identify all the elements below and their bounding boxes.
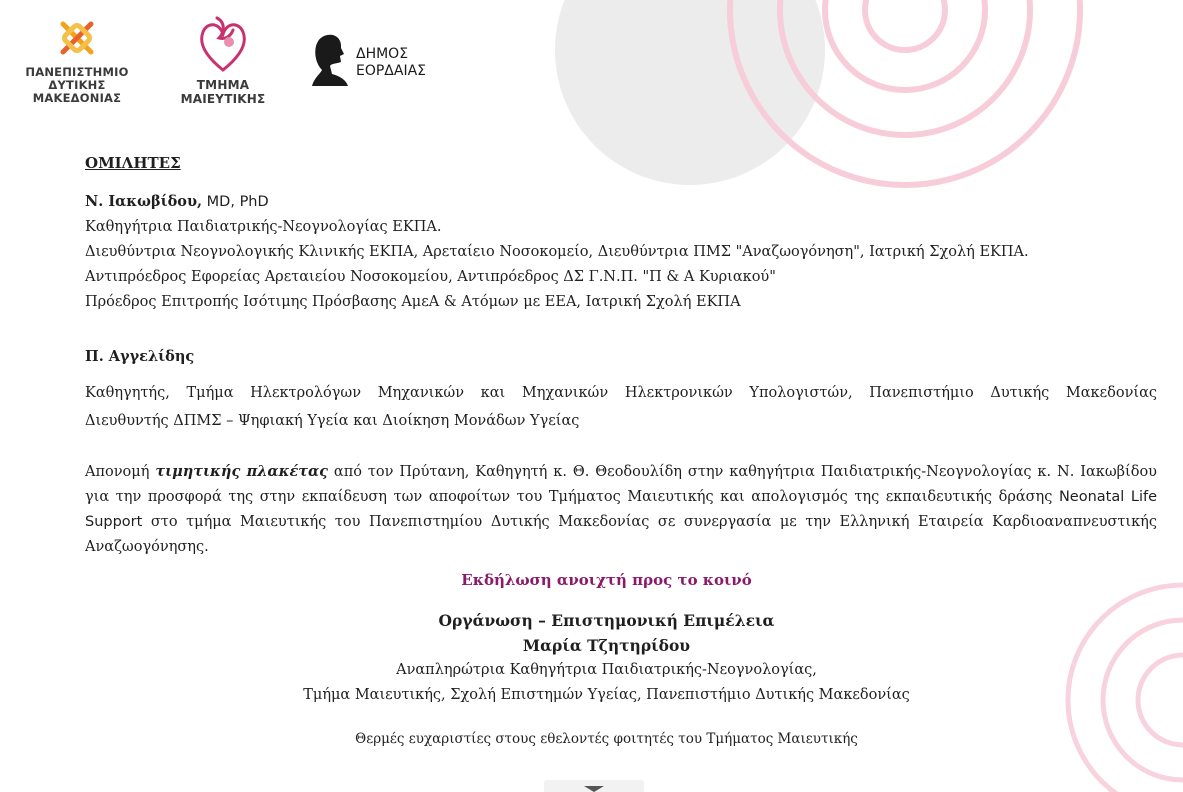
- university-logo-line-2: ΔΥΤΙΚΗΣ: [48, 78, 106, 92]
- municipality-logo-line-1: ΔΗΜΟΣ: [356, 46, 409, 62]
- midwifery-logo-line-2: ΜΑΙΕΥΤΙΚΗΣ: [180, 92, 266, 106]
- award-program-name: Neonatal Life Support: [85, 489, 1157, 530]
- chevron-down-icon: [584, 786, 604, 792]
- university-logo: [18, 14, 136, 105]
- speaker-2-block: [85, 344, 1157, 369]
- speaker-2-line: Διευθυντής ΔΠΜΣ – Ψηφιακή Υγεία και Διοίκηση Μονάδων Υγείας: [85, 413, 580, 429]
- organizer-name: Μαρία Τζητηρίδου: [522, 636, 691, 655]
- organization-title: Οργάνωση – Επιστημονική Επιμέλεια: [438, 611, 775, 630]
- municipality-logo-line-2: ΕΟΡΔΑΙΑΣ: [356, 63, 427, 79]
- university-logo-line-1: ΠΑΝΕΠΙΣΤΗΜΙΟ: [25, 65, 129, 79]
- speaker-2-details: [85, 381, 1157, 434]
- university-knot-icon: [53, 14, 101, 62]
- speaker-1-name: Ν. Ιακωβίδου,: [85, 193, 203, 210]
- speaker-1-line: Αντιπρόεδρος Εφορείας Αρεταιείου Νοσοκομείου, Αντιπρόεδρος ΔΣ Γ.Ν.Π. "Π & Α Κυριακού": [85, 269, 776, 285]
- page-scroll-tab[interactable]: [544, 780, 644, 792]
- award-paragraph: [85, 459, 1157, 560]
- speaker-1-line: Διευθύντρια Νεογνολογικής Κλινικής ΕΚΠΑ, Αρεταίειο Νοσοκομείο, Διευθύντρια ΠΜΣ "Αναζωογόνηση", Ιατρική Σχολή ΕΚΠΑ.: [85, 244, 1029, 260]
- gray-circle: [555, 0, 825, 185]
- speaker-2-line: Καθηγητής, Τμήμα Ηλεκτρολόγων Μηχανικών και Μηχανικών Ηλεκτρονικών Υπολογιστών, Πανεπιστήμιο Δυτικής Μακεδονίας: [85, 385, 1157, 401]
- university-logo-line-3: ΜΑΚΕΔΟΝΙΑΣ: [32, 91, 122, 105]
- open-event-note: Εκδήλωση ανοιχτή προς το κοινό: [461, 571, 752, 589]
- speaker-1-block: [85, 189, 1157, 315]
- top-ring-group: [730, 0, 1080, 185]
- award-emphasis: τιμητικής πλακέτας: [155, 463, 328, 480]
- bust-profile-icon: [308, 30, 352, 86]
- heart-mother-icon: [195, 12, 251, 74]
- speaker-2-name: Π. Αγγελίδης: [85, 348, 195, 365]
- speaker-1-header: [85, 189, 1157, 215]
- award-text: από τον Πρύτανη, Καθηγητή κ. Θ. Θεοδουλίδη στην καθηγήτρια Παιδιατρικής-Νεογνολογίας κ. Ν. Ιακωβίδου για την προσφορά της στην εκπαίδευση των αποφοίτων του Τμήματος Μαιευτικής και απολογισμός της εκπαιδευτικής δράσης: [85, 464, 1157, 505]
- thanks-note: Θερμές ευχαριστίες στους εθελοντές φοιτητές του Τμήματος Μαιευτικής: [355, 731, 858, 747]
- speakers-heading: ΟΜΙΛΗΤΕΣ: [85, 154, 181, 172]
- midwifery-logo-line-1: ΤΜΗΜΑ: [196, 78, 250, 92]
- organizer-role: Αναπληρώτρια Καθηγήτρια Παιδιατρικής-Νεογνολογίας,: [396, 662, 817, 678]
- speaker-1-line: Πρόεδρος Επιτροπής Ισότιμης Πρόσβασης ΑμεΑ & Ατόμων με ΕΕΑ, Ιατρική Σχολή ΕΚΠΑ: [85, 294, 741, 310]
- speaker-1-credentials: MD, PhD: [202, 194, 269, 210]
- speaker-1-line: Καθηγήτρια Παιδιατρικής-Νεογνολογίας ΕΚΠΑ.: [85, 219, 442, 235]
- midwifery-logo: [168, 12, 278, 106]
- organization-block: [85, 608, 1128, 708]
- organizer-affiliation: Τμήμα Μαιευτικής, Σχολή Επιστημών Υγείας, Πανεπιστήμιο Δυτικής Μακεδονίας: [303, 687, 910, 703]
- award-text: στο τμήμα Μαιευτικής του Πανεπιστημίου Δυτικής Μακεδονίας σε συνεργασία με την Ελληνική Εταιρεία Καρδιοαναπνευστικής Αναζωογόνησης.: [85, 514, 1157, 555]
- award-text: Απονομή: [85, 464, 156, 480]
